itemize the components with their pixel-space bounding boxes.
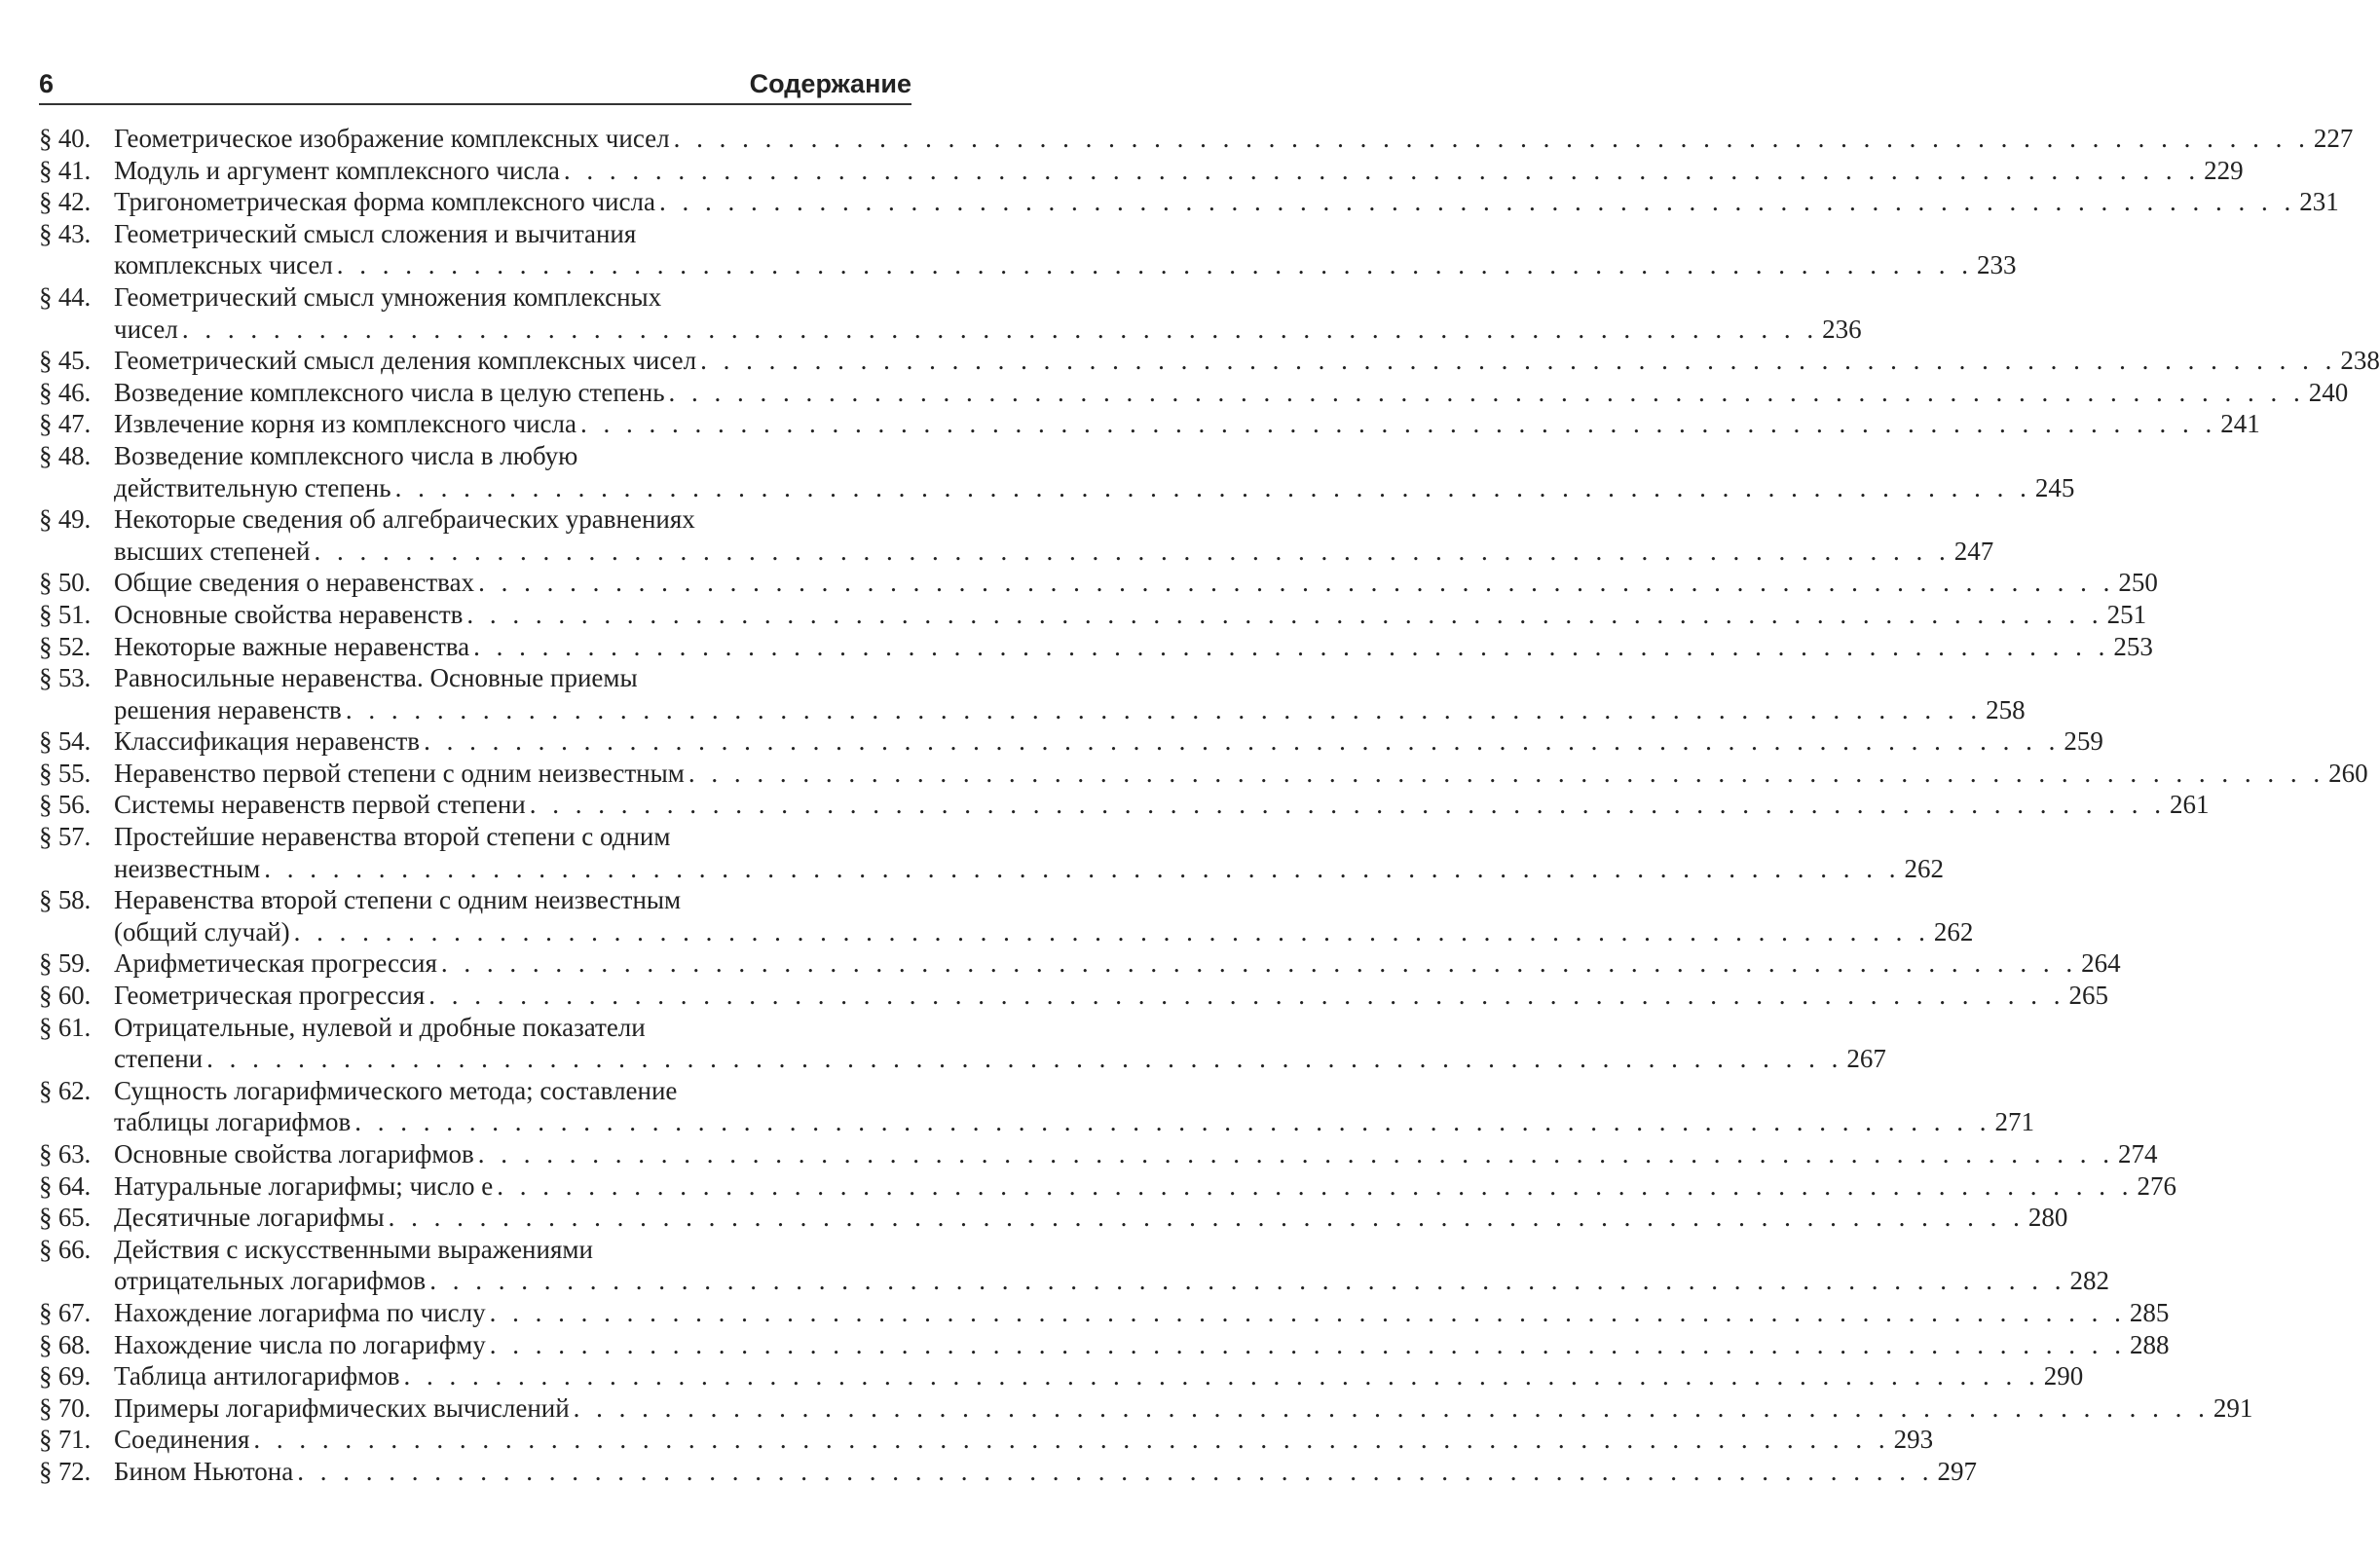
dot-leader — [574, 1392, 2210, 1425]
entry-line — [114, 1138, 2158, 1170]
entry-line — [114, 947, 2121, 980]
page-ref: 262 — [1933, 916, 1974, 946]
dot-leader — [441, 947, 2077, 980]
table-of-contents — [39, 123, 2380, 1488]
section-number: § 70. — [39, 1392, 92, 1423]
entry-title: решения неравенств — [114, 694, 342, 724]
dot-leader — [182, 314, 1818, 346]
section-number: § 64. — [39, 1170, 92, 1201]
entry-body — [114, 440, 2075, 503]
entry-body — [114, 821, 1945, 884]
entry-line — [114, 1456, 1977, 1488]
section-number: § 43. — [39, 218, 92, 248]
toc-entry — [39, 1456, 1977, 1488]
entry-title: комплексных чисел — [114, 250, 333, 280]
toc-entry — [39, 1424, 1934, 1456]
entry-body — [114, 1329, 2170, 1361]
entry-line — [114, 631, 2153, 663]
toc-entry — [39, 631, 2153, 663]
entry-line — [114, 440, 911, 472]
entry-body — [114, 599, 2147, 631]
entry-body — [114, 345, 2380, 377]
dot-leader — [688, 758, 2324, 790]
entry-line — [114, 345, 2380, 377]
entry-body — [114, 281, 1862, 345]
page-ref: 236 — [1822, 314, 1862, 344]
entry-title: Действия с искусственными выражениями — [114, 1234, 593, 1264]
page-ref: 245 — [2034, 472, 2075, 502]
entry-title: Десятичные логарифмы — [114, 1203, 385, 1233]
entry-line — [114, 314, 1862, 346]
entry-line — [114, 472, 2075, 504]
dot-leader — [674, 123, 2310, 155]
entry-line — [114, 377, 2349, 409]
dot-leader — [490, 1297, 2126, 1329]
dot-leader — [346, 694, 1982, 726]
entry-line — [114, 155, 2244, 187]
entry-body — [114, 1234, 2109, 1297]
entry-title: чисел — [114, 314, 178, 344]
entry-line — [114, 1297, 2170, 1329]
toc-entry — [39, 1075, 2035, 1138]
entry-title: действительную степень — [114, 472, 391, 502]
toc-entry — [39, 155, 2244, 187]
dot-leader — [294, 916, 1930, 948]
page-ref: 260 — [2328, 758, 2368, 788]
entry-body — [114, 377, 2349, 409]
section-number: § 69. — [39, 1361, 92, 1391]
entry-line — [114, 884, 911, 916]
section-number: § 59. — [39, 948, 92, 979]
entry-title: Неравенство первой степени с одним неизвестным — [114, 758, 685, 788]
toc-entry — [39, 1360, 2084, 1392]
dot-leader — [564, 155, 2200, 187]
section-number: § 47. — [39, 409, 92, 439]
entry-title: Простейшие неравенства второй степени с одним — [114, 822, 671, 852]
dot-leader — [264, 853, 1900, 885]
entry-title: Геометрическая прогрессия — [114, 981, 426, 1011]
dot-leader — [530, 789, 2166, 821]
page-ref: 285 — [2129, 1297, 2170, 1327]
section-number: § 62. — [39, 1075, 92, 1105]
entry-title: высших степеней — [114, 536, 311, 566]
section-number: § 60. — [39, 981, 92, 1011]
dot-leader — [337, 249, 1973, 281]
toc-entry — [39, 789, 2210, 821]
entry-body — [114, 725, 2103, 758]
dot-leader — [206, 1043, 1842, 1075]
section-number: § 51. — [39, 599, 92, 629]
section-number: § 45. — [39, 346, 92, 376]
entry-body — [114, 1297, 2170, 1329]
toc-entry — [39, 1202, 2068, 1234]
page-ref: 274 — [2117, 1139, 2158, 1168]
entry-title: Арифметическая прогрессия — [114, 948, 437, 979]
entry-line — [114, 1234, 911, 1266]
entry-title: Извлечение корня из комплексного числа — [114, 409, 576, 439]
section-number: § 50. — [39, 568, 92, 598]
entry-line — [114, 1392, 2253, 1425]
section-number: § 65. — [39, 1203, 92, 1233]
page-number: 6 — [39, 69, 55, 98]
entry-title: Геометрический смысл деления комплексных чисел — [114, 346, 697, 376]
entry-title: Соединения — [114, 1425, 250, 1455]
toc-entry — [39, 1234, 2109, 1297]
page-ref: 261 — [2169, 790, 2210, 820]
section-number: § 49. — [39, 504, 92, 535]
section-number: § 61. — [39, 1012, 92, 1042]
section-number: § 58. — [39, 885, 92, 915]
toc-entry — [39, 408, 2260, 440]
entry-line — [114, 1360, 2084, 1392]
entry-body — [114, 503, 1994, 567]
dot-leader — [478, 567, 2114, 599]
entry-title: Возведение комплексного числа в целую степень — [114, 377, 665, 407]
toc-entry — [39, 567, 2158, 599]
page-ref: 290 — [2043, 1361, 2084, 1391]
section-number: § 52. — [39, 631, 92, 661]
running-header — [39, 60, 911, 105]
entry-line — [114, 1424, 1934, 1456]
section-number: § 40. — [39, 124, 92, 153]
page-ref: 291 — [2213, 1392, 2253, 1423]
entry-title: степени — [114, 1044, 204, 1074]
entry-line — [114, 1106, 2035, 1138]
dot-leader — [424, 725, 2060, 758]
dot-leader — [314, 536, 1950, 568]
section-number: § 42. — [39, 187, 92, 217]
page-ref: 231 — [2299, 187, 2339, 217]
entry-body — [114, 631, 2153, 663]
entry-body — [114, 1424, 1934, 1456]
page-ref: 280 — [2027, 1203, 2068, 1233]
dot-leader — [497, 1170, 2133, 1203]
page-ref: 297 — [1937, 1456, 1977, 1486]
entry-title: Бином Ньютона — [114, 1456, 294, 1486]
dot-leader — [659, 186, 2295, 218]
section-number: § 67. — [39, 1297, 92, 1327]
page-ref: 227 — [2313, 124, 2354, 153]
toc-entry — [39, 758, 2368, 790]
entry-line — [114, 1170, 2176, 1203]
entry-line — [114, 249, 2017, 281]
page-ref: 262 — [1904, 853, 1945, 883]
page-ref: 288 — [2130, 1329, 2170, 1359]
dot-leader — [395, 472, 2031, 504]
entry-line — [114, 1265, 2109, 1297]
entry-line — [114, 186, 2339, 218]
dot-leader — [580, 408, 2216, 440]
dot-leader — [253, 1424, 1889, 1456]
page-ref: 271 — [1994, 1107, 2035, 1137]
toc-entry — [39, 345, 2380, 377]
entry-title: Основные свойства логарифмов — [114, 1139, 474, 1168]
entry-line — [114, 1012, 911, 1044]
entry-line — [114, 853, 1945, 885]
entry-title: Системы неравенств первой степени — [114, 790, 526, 820]
page-ref: 282 — [2069, 1266, 2109, 1296]
toc-entry — [39, 440, 2075, 503]
section-number: § 48. — [39, 440, 92, 470]
entry-line — [114, 725, 2103, 758]
toc-entry — [39, 884, 1974, 947]
entry-title: (общий случай) — [114, 916, 290, 946]
entry-title: Некоторые сведения об алгебраических уравнениях — [114, 504, 695, 535]
entry-title: Равносильные неравенства. Основные приемы — [114, 663, 638, 693]
dot-leader — [478, 1138, 2114, 1170]
entry-body — [114, 884, 1974, 947]
page-ref: 233 — [1977, 250, 2017, 280]
dot-leader — [700, 345, 2336, 377]
entry-line — [114, 916, 1974, 948]
entry-title: Геометрический смысл умножения комплексных — [114, 281, 662, 312]
entry-line — [114, 821, 911, 853]
section-number: § 71. — [39, 1425, 92, 1455]
dot-leader — [473, 631, 2109, 663]
section-number: § 54. — [39, 726, 92, 757]
entry-body — [114, 186, 2339, 218]
entry-title: Примеры логарифмических вычислений — [114, 1392, 570, 1423]
page-ref: 267 — [1846, 1044, 1886, 1074]
entry-line — [114, 1075, 911, 1107]
section-number: § 72. — [39, 1456, 92, 1486]
toc-entry — [39, 662, 2026, 725]
entry-line — [114, 980, 2109, 1012]
entry-title: Отрицательные, нулевой и дробные показатели — [114, 1012, 646, 1042]
entry-line — [114, 1329, 2170, 1361]
section-number: § 53. — [39, 663, 92, 693]
dot-leader — [403, 1360, 2039, 1392]
entry-body — [114, 662, 2026, 725]
entry-title: Некоторые важные неравенства — [114, 631, 470, 661]
section-number: § 46. — [39, 377, 92, 407]
entry-line — [114, 789, 2210, 821]
page-ref: 253 — [2113, 631, 2153, 661]
page-ref: 264 — [2081, 948, 2121, 979]
entry-title: Натуральные логарифмы; число e — [114, 1170, 494, 1201]
entry-body — [114, 789, 2210, 821]
section-title: Содержание — [749, 69, 911, 98]
entry-body — [114, 758, 2368, 790]
toc-entry — [39, 281, 1862, 345]
toc-entry — [39, 1170, 2176, 1203]
dot-leader — [429, 1265, 2065, 1297]
entry-title: Основные свойства неравенств — [114, 599, 464, 629]
entry-line — [114, 694, 2026, 726]
page-ref: 238 — [2340, 346, 2380, 376]
toc-entry — [39, 947, 2121, 980]
page-ref: 241 — [2220, 409, 2260, 439]
entry-title: Возведение комплексного числа в любую — [114, 440, 578, 470]
entry-line — [114, 123, 2354, 155]
toc-entry — [39, 1392, 2253, 1425]
dot-leader — [466, 599, 2102, 631]
entry-body — [114, 1170, 2176, 1203]
dot-leader — [389, 1202, 2025, 1234]
section-number: § 55. — [39, 758, 92, 788]
entry-body — [114, 1138, 2158, 1170]
entry-body — [114, 218, 2017, 281]
entry-line — [114, 536, 1994, 568]
entry-body — [114, 947, 2121, 980]
page-ref: 293 — [1893, 1425, 1934, 1455]
entry-body — [114, 980, 2109, 1012]
dot-leader — [428, 980, 2064, 1012]
toc-entry — [39, 725, 2103, 758]
entry-title: Общие сведения о неравенствах — [114, 568, 475, 598]
entry-body — [114, 1202, 2068, 1234]
dot-leader — [490, 1329, 2126, 1361]
section-number: § 44. — [39, 281, 92, 312]
dot-leader — [297, 1456, 1933, 1488]
entry-body — [114, 1075, 2035, 1138]
toc-entry — [39, 123, 2354, 155]
section-number: § 56. — [39, 790, 92, 820]
toc-entry — [39, 1012, 1886, 1075]
entry-line — [114, 599, 2147, 631]
section-number: § 57. — [39, 822, 92, 852]
page-ref: 259 — [2064, 726, 2103, 757]
toc-entry — [39, 186, 2339, 218]
toc-page — [39, 60, 2380, 1488]
toc-entry — [39, 503, 1994, 567]
entry-title: неизвестным — [114, 853, 261, 883]
toc-entry — [39, 377, 2349, 409]
toc-entry — [39, 218, 2017, 281]
section-number: § 68. — [39, 1329, 92, 1359]
entry-line — [114, 408, 2260, 440]
entry-line — [114, 1202, 2068, 1234]
entry-title: таблицы логарифмов — [114, 1107, 352, 1137]
entry-body — [114, 1360, 2084, 1392]
entry-title: отрицательных логарифмов — [114, 1266, 427, 1296]
entry-body — [114, 1392, 2253, 1425]
entry-line — [114, 567, 2158, 599]
entry-line — [114, 218, 911, 250]
dot-leader — [354, 1106, 1990, 1138]
page-ref: 240 — [2308, 377, 2349, 407]
section-number: § 66. — [39, 1234, 92, 1264]
entry-body — [114, 123, 2354, 155]
dot-leader — [669, 377, 2305, 409]
entry-title: Нахождение логарифма по числу — [114, 1297, 486, 1327]
entry-line — [114, 662, 911, 694]
page-ref: 251 — [2106, 599, 2147, 629]
toc-entry — [39, 821, 1945, 884]
page-ref: 250 — [2118, 568, 2158, 598]
toc-entry — [39, 1329, 2170, 1361]
entry-title: Нахождение числа по логарифму — [114, 1329, 486, 1359]
section-number: § 63. — [39, 1139, 92, 1168]
entry-title: Модуль и аргумент комплексного числа — [114, 155, 560, 185]
entry-title: Геометрическое изображение комплексных чисел — [114, 124, 670, 153]
entry-title: Тригонометрическая форма комплексного числа — [114, 187, 655, 217]
entry-body — [114, 567, 2158, 599]
entry-title: Геометрический смысл сложения и вычитания — [114, 218, 637, 248]
entry-title: Сущность логарифмического метода; составление — [114, 1075, 678, 1105]
toc-entry — [39, 980, 2109, 1012]
toc-entry — [39, 1138, 2158, 1170]
page-ref: 265 — [2068, 981, 2109, 1011]
toc-entry — [39, 599, 2147, 631]
entry-title: Таблица антилогарифмов — [114, 1361, 400, 1391]
entry-line — [114, 281, 911, 314]
entry-title: Неравенства второй степени с одним неизвестным — [114, 885, 682, 915]
page-ref: 276 — [2137, 1170, 2176, 1201]
entry-body — [114, 1012, 1886, 1075]
page-ref: 258 — [1986, 694, 2026, 724]
entry-line — [114, 503, 911, 536]
page-ref: 247 — [1953, 536, 1994, 566]
page-ref: 229 — [2204, 155, 2244, 185]
entry-body — [114, 408, 2260, 440]
section-number: § 41. — [39, 155, 92, 185]
entry-line — [114, 1043, 1886, 1075]
entry-line — [114, 758, 2368, 790]
entry-body — [114, 155, 2244, 187]
toc-entry — [39, 1297, 2170, 1329]
entry-body — [114, 1456, 1977, 1488]
entry-title: Классификация неравенств — [114, 726, 421, 757]
